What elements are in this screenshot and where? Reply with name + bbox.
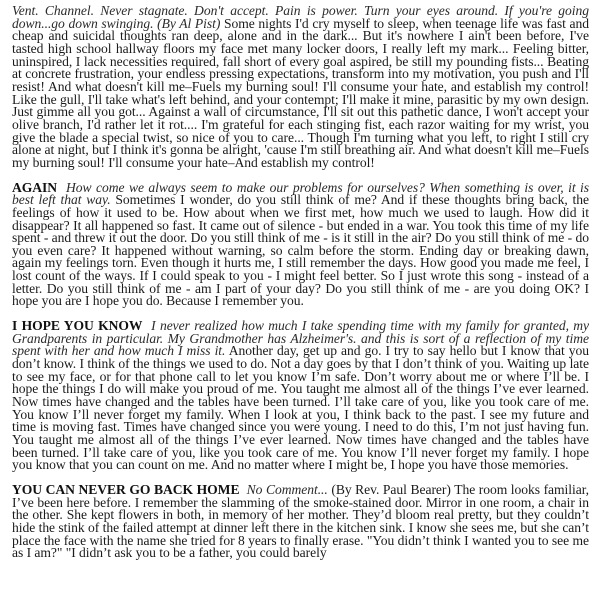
- song-title: YOU CAN NEVER GO BACK HOME: [12, 481, 240, 497]
- song-intro: I never realized how much I take spending time with my family for granted, my Grandparents in particular. My Grandmother has Alzheimer's. and this is sort of a reflection of my time spent with her and how much I miss it.: [12, 318, 590, 359]
- song-i-hope-you-know: [12, 320, 589, 472]
- song-lyrics: Sometimes I wonder, do you still think of me? And if these thoughts bring back, the feelings of how it used to be. How about when we first met, how much we used to laugh. How did it disappear? It all happened so fast. It came out of silence - but ended in a war. You took this time of my life spent - and threw it out the door. Do you still think of me - is it still in the air? Do you still think of me - do you even care? It happened without warning, so calm before the storm. Ending day or breaking dawn, again my feelings torn. Even though it hurts me, I still remember the days. How good you made me feel, I lost count of the ways. If I could speak to you - I might feel better. So I just wrote this song - instead of a letter. Do you still think of me - am I part of your day? Do you still think of me - are you doing OK? I hope you are I hope you do. Because I remember you.: [12, 192, 590, 309]
- song-intro: Vent. Channel. Never stagnate. Don't accept. Pain is power. Turn your eyes around. If you're going down...go down swinging. (By Al Pist): [12, 3, 589, 31]
- song-intro: How come we always seem to make our problems for ourselves? When something is over, it is best left that way.: [12, 179, 590, 208]
- song-again: [12, 179, 590, 309]
- song-lyrics: The room looks familiar, I’ve been here before. I remember the slamming of the smoke-stained door. Mirror in one room, a chair in the other. She kept flowers in both, in memory of her mother. They’d bloom real pretty, but they couldn’t hide the stink of the failed attempt at dinner left there in the kitchen sink. I know she sees me, but she can’t place the face with the name she tried for 8 years to finally erase. "You didn’t think I wanted you to see me as I am?" "I didn’t ask you to be a father, you could barely: [12, 481, 589, 561]
- song-vent: [12, 5, 589, 170]
- song-title: I HOPE YOU KNOW: [12, 318, 143, 334]
- song-lyrics: Some nights I'd cry myself to sleep, when teenage life was fast and cheap and suicidal thoughts ran deep, alone and in the dark... But it's nowhere I ain't been before, I've tasted high school hallway floors my face met many locker doors, I really left my mark... Feeling bitter, uninspired, I lack necessities required, fall short of every goal aspired, be still my pounding fists... Beating at concrete frustration, your endless pressing expectations, transform into my motivation, you push and I'll resist! And what doesn't kill me–Fuels my burning soul! I'll consume your hate, and establish my control! Like the gull, I'll take what's left behind, and your contempt; I'll make it mine, parasitic by my own design. Just gimme all you got... Against a wall of circumstance, I'll sit out this pathetic dance, I won't accept your olive branch, I'd rather let it rot.... I'm grateful for each stinging fist, each razor waiting for my wrist, you give the blade a special twist, so nice of you to care... Though I'm turning what you left, to right I still cry alone at night, but I think it's gonna be alright, 'cause I'm still breathing air. And what doesn't kill me–Fuels my burning soul! I'll consume your hate–And establish my control!: [12, 15, 589, 170]
- song-title: AGAIN: [12, 179, 58, 195]
- song-you-can-never-go-back-home: [12, 481, 589, 561]
- song-intro: No Comment...: [246, 481, 328, 497]
- song-credit: (By Rev. Paul Bearer): [331, 481, 451, 497]
- song-lyrics: Another day, get up and go. I try to say hello but I know that you don’t know. I think of the things we used to do. Not a day goes by that I don’t think of you. Waiting up late to see my face, or for that phone call to let you know I’m safe. Don’t worry about me or where I’ll be. I hope the things I do will make you proud of me. You taught me almost all of the things I’ve ever learned. Now times have changed and the tables have been turned. I’ll take care of you, like you took care of me. You know I’ll never forget my family. When I look at you, I think back to the past. I see my future and time is moving fast. Times have changed since you were young. I need to do this, I’m not just having fun. You taught me almost all of the things I’ve ever learned. Now times have changed and the tables have been turned. I’ll take care of you, like you took care of me. You know I’ll never forget my family. I hope you know that you can count on me. And no matter where I might be, I hope you have those memories.: [12, 343, 589, 473]
